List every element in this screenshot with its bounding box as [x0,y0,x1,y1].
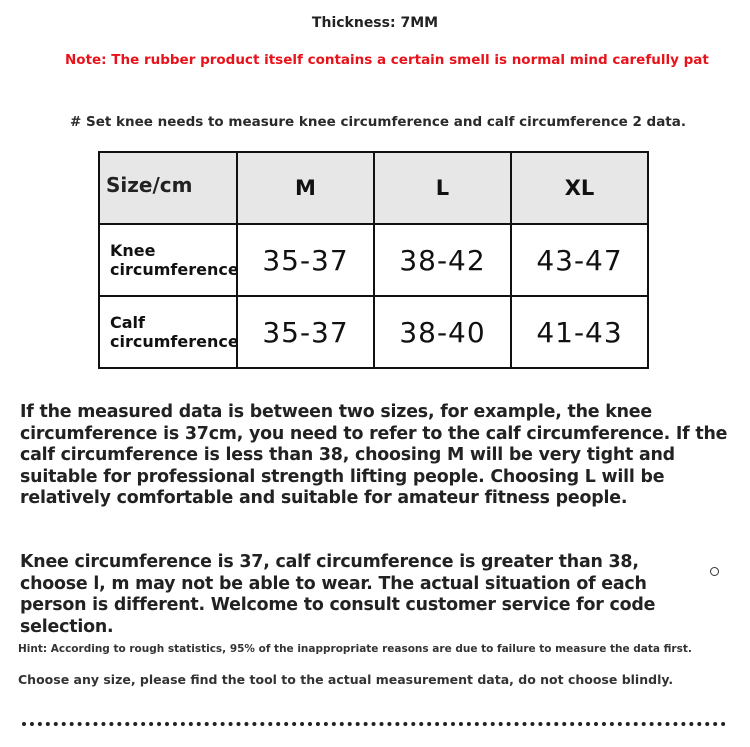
table-row-calf [99,296,648,368]
choose-note: Choose any size, please find the tool to the actual measurement data, do not choose blindly. [18,672,674,687]
row-label-line: Calf [110,313,145,332]
table-cell: 38-40 [374,296,511,368]
row-label-calf [99,296,237,368]
dotted-divider [22,722,726,726]
row-label-knee [99,224,237,296]
size-header-l: L [374,152,511,224]
hint-text: Hint: According to rough statistics, 95% of the inappropriate reasons are due to failure to measure the data first. [18,643,692,655]
size-guidance-paragraph: If the measured data is between two sizes, for example, the knee circumference is 37cm, you need to refer to the calf circumference. If the calf circumference is less than 38, choosing M will be very tight and suitable for professional strength lifting people. Choosing L will be relatively comfortable and suitable for amateur fitness people. [20,402,728,508]
consult-paragraph: Knee circumference is 37, calf circumference is greater than 38, choose l, m may not be able to wear. The actual situation of each person is different. Welcome to consult customer service for code selection. [20,552,656,637]
circle-icon [710,567,719,576]
row-label-line: Knee [110,241,156,260]
size-unit-header: Size/cm [99,152,237,224]
size-header-xl: XL [511,152,648,224]
size-header-m: M [237,152,374,224]
table-cell: 35-37 [237,296,374,368]
smell-note: Note: The rubber product itself contains a certain smell is normal mind carefully pat [65,52,709,68]
size-chart-table [98,151,649,369]
table-header-row [99,152,648,224]
measure-instruction: # Set knee needs to measure knee circumference and calf circumference 2 data. [70,114,687,130]
thickness-title: Thickness: 7MM [311,15,439,31]
row-label-line: circumference [110,260,239,279]
table-cell: 43-47 [511,224,648,296]
table-cell: 41-43 [511,296,648,368]
row-label-line: circumference [110,332,239,351]
table-row-knee [99,224,648,296]
table-cell: 38-42 [374,224,511,296]
table-cell: 35-37 [237,224,374,296]
